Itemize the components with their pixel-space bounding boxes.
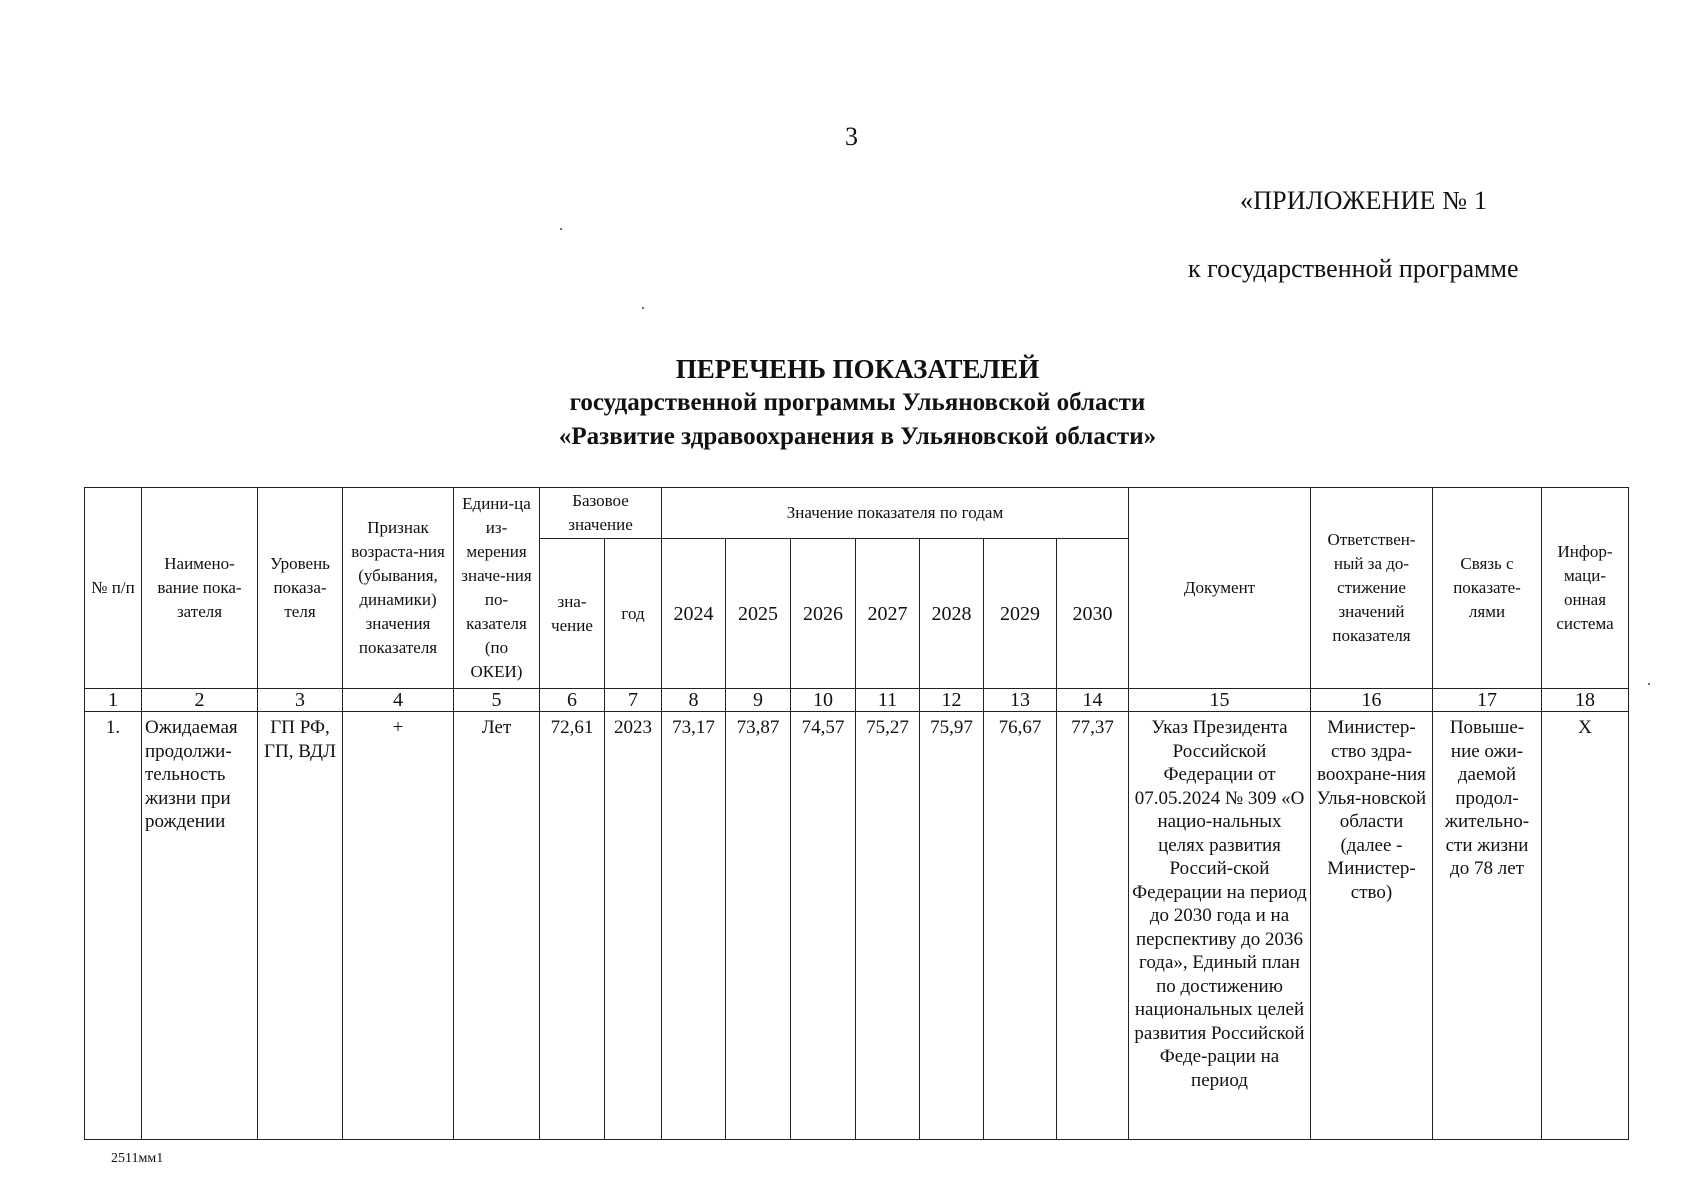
column-number: 2: [142, 689, 258, 712]
row-name: Ожидаемая продолжи-тельность жизни при рождении: [142, 712, 258, 1140]
row-value-2030: 77,37: [1057, 712, 1129, 1140]
column-number: 16: [1311, 689, 1433, 712]
heading-line-3: «Развитие здравоохранения в Ульяновской области»: [558, 423, 1157, 450]
column-number: 6: [540, 689, 605, 712]
column-number: 14: [1057, 689, 1129, 712]
row-num: 1.: [85, 712, 142, 1140]
column-number: 8: [662, 689, 726, 712]
scan-speck: [642, 307, 644, 309]
row-base-year: 2023: [605, 712, 662, 1140]
row-level: ГП РФ, ГП, ВДЛ: [258, 712, 343, 1140]
column-number: 5: [454, 689, 540, 712]
column-number: 10: [791, 689, 856, 712]
header-num: № п/п: [85, 488, 142, 689]
row-value-2028: 75,97: [920, 712, 984, 1140]
header-year: 2026: [791, 539, 856, 689]
row-value-2029: 76,67: [984, 712, 1057, 1140]
column-number: 9: [726, 689, 791, 712]
page-number: 3: [845, 122, 858, 151]
header-name: Наимено-вание пока-зателя: [142, 488, 258, 689]
row-value-2026: 74,57: [791, 712, 856, 1140]
column-number: 18: [1542, 689, 1629, 712]
indicators-table: [84, 487, 1629, 1140]
column-number: 13: [984, 689, 1057, 712]
header-document: Документ: [1129, 488, 1311, 689]
header-row-1: [85, 488, 1629, 539]
column-number: 3: [258, 689, 343, 712]
header-year: 2027: [856, 539, 920, 689]
header-year: 2024: [662, 539, 726, 689]
row-value-2025: 73,87: [726, 712, 791, 1140]
row-info-system: X: [1542, 712, 1629, 1140]
header-year: 2029: [984, 539, 1057, 689]
header-level: Уровень показа-теля: [258, 488, 343, 689]
column-number: 15: [1129, 689, 1311, 712]
scan-speck: [560, 228, 562, 230]
row-base-value: 72,61: [540, 712, 605, 1140]
header-year: 2030: [1057, 539, 1129, 689]
row-sign: +: [343, 712, 454, 1140]
header-info-system: Инфор-маци-онная система: [1542, 488, 1629, 689]
heading-line-1: ПЕРЕЧЕНЬ ПОКАЗАТЕЛЕЙ: [675, 354, 1040, 384]
header-years-group: Значение показателя по годам: [662, 488, 1129, 539]
row-unit: Лет: [454, 712, 540, 1140]
table-row: [85, 712, 1629, 1140]
header-unit: Едини-ца из-мерения значе-ния по-казателя (по ОКЕИ): [454, 488, 540, 689]
heading-line-2: государственной программы Ульяновской области: [569, 389, 1146, 416]
row-link: Повыше-ние ожи-даемой продол-жительно-сти жизни до 78 лет: [1433, 712, 1542, 1140]
header-base-group: Базовое значение: [540, 488, 662, 539]
column-number: 17: [1433, 689, 1542, 712]
header-link: Связь с показате-лями: [1433, 488, 1542, 689]
column-number: 1: [85, 689, 142, 712]
column-number: 11: [856, 689, 920, 712]
column-number: 12: [920, 689, 984, 712]
appendix-title: «ПРИЛОЖЕНИЕ № 1: [1240, 186, 1488, 215]
header-responsible: Ответствен-ный за до-стижение значений показателя: [1311, 488, 1433, 689]
row-responsible: Министер-ство здра-воохране-ния Улья-новской области (далее - Министер-ство): [1311, 712, 1433, 1140]
document-heading: [0, 352, 1694, 454]
row-document: Указ Президента Российской Федерации от 07.05.2024 № 309 «О нацио-нальных целях развития Россий-ской Федерации на период до 2030 года и на перспективу до 2036 года», Единый план по достижению национальных целей развития Российской Феде-рации на период: [1129, 712, 1311, 1140]
appendix-subtitle: к государственной программе: [1188, 254, 1519, 283]
column-number: 4: [343, 689, 454, 712]
document-code: 2511мм1: [111, 1151, 164, 1166]
header-base-value: зна-чение: [540, 539, 605, 689]
column-number-row: [85, 689, 1629, 712]
header-base-year: год: [605, 539, 662, 689]
header-year: 2025: [726, 539, 791, 689]
scan-speck: [1648, 683, 1650, 685]
header-year: 2028: [920, 539, 984, 689]
row-value-2027: 75,27: [856, 712, 920, 1140]
column-number: 7: [605, 689, 662, 712]
row-value-2024: 73,17: [662, 712, 726, 1140]
header-sign: Признак возраста-ния (убывания, динамики) значения показателя: [343, 488, 454, 689]
